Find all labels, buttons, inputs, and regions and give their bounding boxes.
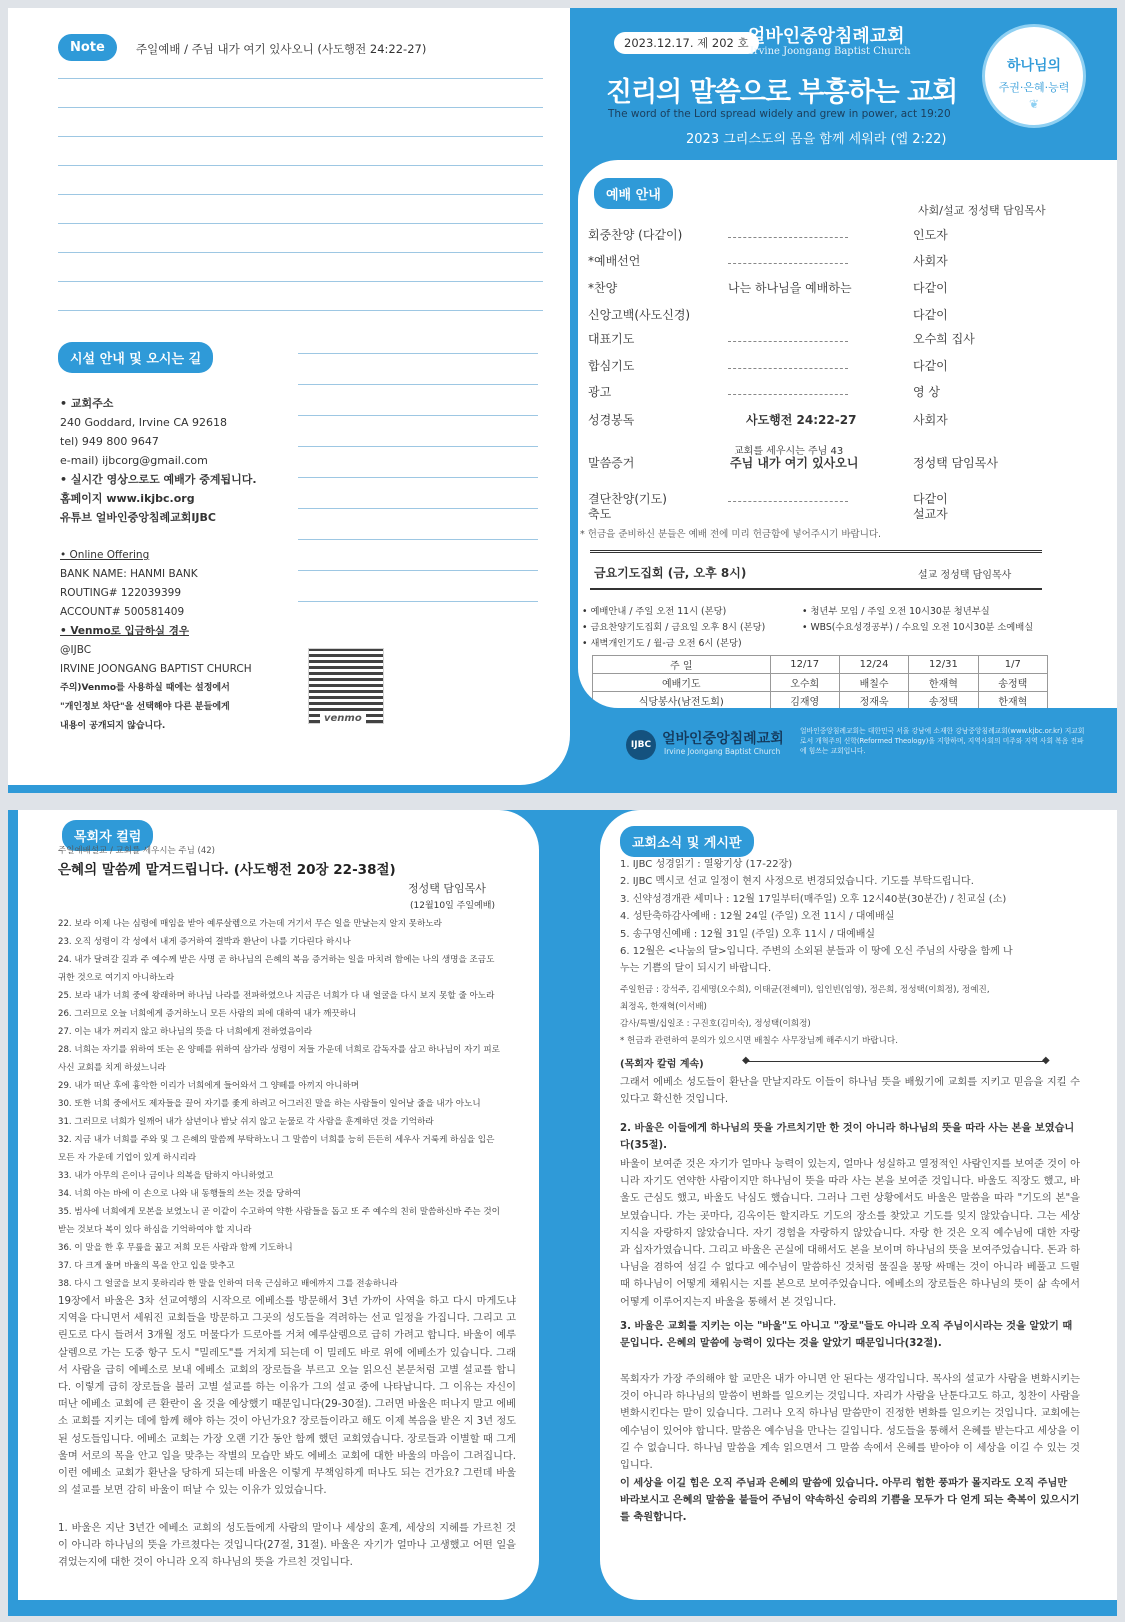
continued-divider bbox=[748, 1061, 1048, 1062]
service-info-item: • 금요찬양기도집회 / 금요일 오후 8시 (본당) bbox=[582, 622, 766, 633]
motto: 진리의 말씀으로 부흥하는 교회 bbox=[606, 77, 958, 108]
verse-line: 30. 또한 너희 중에서도 제자들을 끌어 자기를 좇게 하려고 어그러진 말을 하는 사람들이 일어날 줄을 내가 아노니 bbox=[58, 1099, 481, 1109]
schedule-cell: 주 일 bbox=[593, 656, 771, 674]
diamond-icon: ◆ bbox=[742, 1055, 750, 1066]
facility-right-lines bbox=[298, 353, 538, 602]
verse-line: 23. 오직 성령이 각 성에서 내게 증거하여 결박과 환난이 나를 기다린다 하시나 bbox=[58, 937, 351, 947]
donor-list bbox=[620, 982, 1090, 1050]
service-info-left bbox=[582, 604, 765, 652]
schedule-cell: 배칠수 bbox=[839, 674, 908, 692]
verse-line: 25. 보라 내가 너희 중에 왕래하며 하나님 나라를 전파하였으나 지금은 너희가 다 내 얼굴을 다시 보지 못할 줄 아노라 bbox=[58, 991, 495, 1001]
verse-line: 28. 너희는 자기를 위하여 또는 온 양떼를 위하여 삼가라 성령이 저들 가운데 너희로 감독자를 삼고 하나님이 자기 피로 bbox=[58, 1045, 500, 1055]
facility-title: 시설 안내 및 오시는 길 bbox=[58, 342, 213, 373]
continued-text: 그래서 에베소 성도들이 환난을 만날지라도 이들이 하나님 뜻을 배웠기에 교회를 지키고 믿음을 지킬 수 있다고 확신한 것입니다. bbox=[620, 1077, 1080, 1106]
column-series: 주일예배설교 / 교회를 세우시는 주님 (42) bbox=[58, 846, 215, 856]
offering-heading: • Online Offering bbox=[60, 549, 150, 561]
friday-divider-bottom bbox=[590, 588, 1042, 590]
footer-church-ko: 얼바인중앙침례교회 bbox=[662, 731, 784, 747]
donor-line: * 헌금과 관련하여 문의가 있으시면 배칠수 사무장님께 해주시기 바랍니다. bbox=[620, 1036, 898, 1046]
venmo-note-3: 내용이 공개되지 않습니다. bbox=[60, 721, 166, 731]
annual-theme: 2023 그리스도의 몸을 함께 세워라 (엡 2:22) bbox=[686, 132, 947, 147]
schedule-cell: 12/31 bbox=[909, 656, 978, 674]
duty-schedule-table bbox=[592, 655, 1048, 708]
pastor-column-panel bbox=[18, 810, 539, 1600]
venmo-note-2: "개인정보 차단"을 선택해야 다른 분들에게 bbox=[60, 702, 230, 712]
news-item: 4. 성탄축하감사예배 : 12월 24일 (주일) 오전 11시 / 대예배실 bbox=[620, 911, 895, 923]
point-3-heading: 3. 바울은 교회를 지키는 이는 "바울"도 아니고 "장로"들도 아니라 오직 주님이시라는 것을 알았기 때문입니다. 은혜의 말씀에 능력이 있다는 것을 알았기 때문입니다(32절). bbox=[620, 1321, 1073, 1350]
bank-name: BANK NAME: HANMI BANK bbox=[60, 568, 198, 580]
footer-blurb: 얼바인중앙침례교회는 대한민국 서울 강남에 소재한 강남중앙침례교회(www.kjbc.or.kr) 지교회로서 개혁주의 신학(Reformed Theology)을 지향하며, 지역사회의 미주와 지역 사회 복음 전파에 힘쓰는 교회입니다. bbox=[800, 727, 1085, 755]
news-item: 3. 신약성경개관 세미나 : 12월 17일부터(매주일) 오후 12시40분(30분간) / 친교실 (소) bbox=[620, 893, 1007, 905]
scripture-verses bbox=[58, 915, 518, 1293]
point-2-text: 바울이 보여준 것은 자기가 얼마나 능력이 있는지, 얼마나 성실하고 열정적인 사람인지를 보여준 것이 아니라 자기도 연약한 사람이지만 하나님이 뜻을 따라 사는 본을 보여준 것입니다. 바울도 직장도 했고, 바울도 근심도 했고, 바울도 낙심도 했습니다. 그러나 그런 상황에서도 바울은 말씀을 따라 "기도의 본"을 보였습니다. 가는 곳마다, 김옥이든 할지라도 기도의 장소를 찾았고 기도를 잊지 않았습니다. 그는 세상 지식을 자랑하지 않았습니다. 자기 경험을 자랑하지 않았습니다. 자랑 한 것은 오직 예수님에 대한 자랑과 십자가였습니다. 그리고 바울은 곤실에 대해서도 본을 보이며 하나님의 뜻을 보여주었습니다. 돈과 하나님을 겸하여 섬길 수 없다고 예수님이 말씀하신 것처럼 물질을 몽땅 싸매는 것이 아니라 베풀고 드릴 때 하나님이 어떻게 채워시는 지를 본으로 보여주었습니다. 에베소의 장로들은 하나님의 뜻이 삶 속에서 어떻게 이루어지는지 바울을 통해서 본 것입니다. bbox=[620, 1159, 1080, 1308]
column-heading: 은혜의 말씀께 맡겨드립니다. (사도행전 20장 22-38절) bbox=[58, 862, 396, 878]
email-link[interactable]: e-mail) ijbcorg@gmail.com bbox=[60, 454, 208, 467]
verse-line: 31. 그러므로 너희가 일깨어 내가 삼년이나 밤낮 쉬지 않고 눈물로 각 사람을 훈계하던 것을 기억하라 bbox=[58, 1117, 434, 1127]
schedule-row bbox=[593, 674, 1048, 692]
verse-line: 33. 내가 아무의 은이나 금이나 의복을 탐하지 아니하였고 bbox=[58, 1171, 274, 1181]
bulletin-back-sheet bbox=[8, 810, 1117, 1616]
point-2-heading: 2. 바울은 이들에게 하나님의 뜻을 가르치기만 한 것이 아니라 하나님의 뜻을 따라 사는 본을 보였습니다(35절). bbox=[620, 1123, 1075, 1152]
verse-line: 34. 너희 아는 바에 이 손으로 나와 내 동행들의 쓰는 것을 당하여 bbox=[58, 1189, 301, 1199]
news-list bbox=[620, 856, 1090, 978]
motto-en: The word of the Lord spread widely and grew in power, act 19:20 bbox=[608, 108, 951, 120]
schedule-cell: 1/7 bbox=[978, 656, 1047, 674]
news-item: 1. IJBC 성경읽기 : 열왕기상 (17-22장) bbox=[620, 859, 793, 870]
friday-divider bbox=[590, 550, 1042, 553]
service-info-item: • WBS(수요성경공부) / 수요일 오전 10시30분 소예배실 bbox=[802, 622, 1034, 633]
verse-line: 27. 이는 내가 꺼리지 않고 하나님의 뜻을 다 너희에게 전하였음이라 bbox=[58, 1027, 313, 1037]
issue-date: 2023.12.17. 제 202 호 bbox=[614, 32, 759, 54]
note-panel bbox=[8, 8, 570, 785]
schedule-header-row bbox=[593, 656, 1048, 674]
friday-preacher: 설교 정성택 담임목사 bbox=[918, 570, 1012, 581]
venmo-handle: @IJBC bbox=[60, 644, 92, 656]
order-of-worship: 회중찬양 (다같이) 인도자 *예배선언 사회자 *찬양 나는 하나님을 예배하는 다같이 신앙고백(사도신경) 다같이 대표기도 오수희 집사 합심기도 다같이 광고 영 상 성경봉독 사도행전 24:22-27 사회자 교회를 세우시는 주님 43 말씀증거 주님 내가 여기 있사오니 정성택 담임목사 결단찬양(기도) 다같이 bbox=[588, 228, 998, 506]
verse-line: 37. 다 크게 울며 바울의 목을 안고 입을 맞추고 bbox=[58, 1261, 235, 1271]
address-line: 240 Goddard, Irvine CA 92618 bbox=[60, 416, 228, 429]
sermon-series: 교회를 세우시는 주님 43 bbox=[734, 446, 844, 457]
donor-line: 주일헌금 : 강석주, 김세명(오수희), 이태균(전혜미), 임인빈(임영), 정은희, 정성택(이희정), 정예진, bbox=[620, 985, 990, 995]
verse-line: 35. 범사에 너희에게 모본을 보였노니 곧 이같이 수고하여 약한 사람들을 돕고 또 주 예수의 친히 말씀하신바 주는 것이 bbox=[58, 1207, 500, 1217]
church-name-ko: 얼바인중앙침례교회 bbox=[748, 26, 905, 47]
stream-notice: • 실시간 영상으로도 예배가 중계됩니다. bbox=[60, 473, 257, 486]
verse-line: 모든 자 가운데 기업이 있게 하시리라 bbox=[58, 1153, 197, 1163]
closing-text: 이 세상을 이길 힘은 오직 주님과 은혜의 말씀에 있습니다. 아무리 험한 풍파가 몰지라도 오직 주님만 바라보시고 은혜의 말씀을 붙들어 주님이 약속하신 승리의 기쁨을 모두가 다 얻게 되는 축복이 있으시기를 축원합니다. bbox=[620, 1478, 1080, 1524]
offering-block bbox=[60, 546, 295, 736]
column-title: 목회자 컬럼 bbox=[62, 820, 153, 851]
theme-badge bbox=[982, 24, 1086, 128]
service-info-right bbox=[802, 604, 1033, 636]
verse-line: 사신 교회를 치게 하셨느니라 bbox=[58, 1063, 166, 1073]
verse-line: 귀한 것으로 여기지 아니하노라 bbox=[58, 973, 175, 983]
verse-line: 받는 것보다 복이 있다 하심을 기억하여야 할 지니라 bbox=[58, 1225, 252, 1235]
verse-line: 32. 지금 내가 너희를 주와 및 그 은혜의 말씀께 부탁하노니 그 말씀이 너희를 능히 든든히 세우사 거룩케 하심을 입은 bbox=[58, 1135, 495, 1145]
address-heading: • 교회주소 bbox=[60, 397, 114, 410]
verse-line: 38. 다시 그 얼굴을 보지 못하리라 한 말을 인하여 더욱 근심하고 배에까지 그를 전송하니라 bbox=[58, 1279, 398, 1289]
column-author: 정성택 담임목사 bbox=[408, 882, 486, 895]
verse-line: 36. 이 말을 한 후 무릎을 꿇고 저희 모든 사람과 함께 기도하니 bbox=[58, 1243, 293, 1253]
note-lines bbox=[58, 78, 543, 311]
donor-line: 감사/특별/십일조 : 구진호(김미숙), 정성택(이희정) bbox=[620, 1019, 811, 1029]
phone-line: tel) 949 800 9647 bbox=[60, 435, 159, 448]
worship-panel: 예배 안내 사회/설교 정성택 담임목사 회중찬양 (다같이) 인도자 *예배선언 사회자 *찬양 나는 하나님을 예배하는 다같이 신앙고백(사도신경) 다같이 대표기도 오수희 집사 합심기도 다같이 광고 영 상 성경봉독 사도행전 24:22-27 사회자 교회를 세우시는 주님 43 말씀증거 주님 내가 여기 있사오니 정성택 담임목사 결단찬양(기도) 다같이 축도 설교자 * 헌금을 준비하신 분들은 예배 전에 미리 헌금함에 넣어주시기 바랍니다. 금요기도집회 (금, 오후 8시) 설교 정성택 담임목사 • 예배안내 / 주일 오전 11시 (본당) • 금요찬양기도집회 / 금요일 오후 8시 (본당) • 새벽개인기도 / 월-금 오전 6시 (본당) • 청년부 모임 / 주일 오전 10시30분 청년부실 • WBS(수요성경공부) / 수요일 오전 10시30분 소예배실 주 일 12/17 12/24 12/31 1/7 예배기도 오수희 배칠수 한재혁 송정택 식당봉사(남전도회) 김재영 정재욱 송정택 한재혁 bbox=[578, 160, 1117, 708]
service-info-item: • 예배안내 / 주일 오전 11시 (본당) bbox=[582, 606, 727, 617]
continued-title: (목회자 칼럼 계속) bbox=[620, 1059, 704, 1070]
venmo-note-1: 주의)Venmo를 사용하실 때에는 설정에서 bbox=[60, 683, 230, 693]
bulletin-front-sheet bbox=[8, 8, 1117, 793]
schedule-cell: 12/24 bbox=[839, 656, 908, 674]
account-number: ACCOUNT# 500581409 bbox=[60, 606, 185, 618]
schedule-cell: 예배기도 bbox=[593, 674, 771, 692]
address-block bbox=[60, 394, 295, 527]
news-item: 5. 송구영신예배 : 12월 31일 (주일) 오후 11시 / 대예배실 bbox=[620, 928, 876, 940]
news-panel bbox=[600, 810, 1117, 1600]
note-sermon-line: 주일예배 / 주님 내가 여기 있사오니 (사도행전 24:22-27) bbox=[136, 42, 427, 56]
column-paragraph: 19장에서 바울은 3차 선교여행의 시작으로 에베소를 방문해서 3년 가까이 사역을 하고 다시 마게도냐 지역을 다니면서 세워진 교회들을 방문하고 그곳의 성도들을 격려하는 선교 일정을 가집니다. 그리고 고린도로 다시 들려서 3개월 정도 머물다가 드로아를 거쳐 예루살렘으로 급히 가려고 합니다. 바울이 예루살렘으로 가는 도중 항구 도시 "밀레도"를 거치게 되는데 이 밀레도 바로 위에 에베소가 있습니다. 그래서 사람을 급히 에베소로 보내 에베소 교회의 장로들을 부르고 오늘 읽으신 본문처럼 고별 설교를 합니다. 이렇게 급히 장로들을 불러 고별 설교를 하는 이유가 그의 설교 중에 나타납니다. 그 이유는 자신이 떠난 에베소 교회에 큰 환란이 올 것을 예상했기 때문입니다(29-30절). 그러면 바울은 떠나지 말고 에베소 교회를 지키는 데에 함께 해야 하는 것이 아닌가요? 장로들이라고 해도 이제 복음을 받은 지 3년 정도 된 성도들입니다. 에베소 교회는 가장 오랜 기간 동안 함께 했던 교회였습니다. 장로들과 이별할 때 그게 울며 서로의 목을 안고 입을 맞추는 작별의 모습만 봐도 에베소 교회에 대한 바울의 마음이 그려집니다. 이런 에베소 교회가 환난을 당하게 되는데 바울은 이렇게 무책임하게 떠나도 되는 건가요? 그런데 바울의 설교를 보면 감히 바울이 떠날 수 있는 이유가 있었습니다. bbox=[58, 1296, 516, 1497]
note-label: Note bbox=[58, 34, 117, 61]
column-point-1: 1. 바울은 지난 3년간 에베소 교회의 성도들에게 사람의 말이나 세상의 훈계, 세상의 지혜를 가르친 것이 아니라 하나님의 뜻을 가르쳤다는 것입니다(27절, 31절). 바울은 자기가 얼마나 고생했고 어떤 일을 겪었는지에 대한 것이 아니라 오직 하나님의 뜻을 가르친 것입니다. bbox=[58, 1523, 516, 1569]
offering-note: * 헌금을 준비하신 분들은 예배 전에 미리 헌금함에 넣어주시기 바랍니다. bbox=[580, 529, 882, 540]
presider: 사회/설교 정성택 담임목사 bbox=[918, 204, 1046, 217]
news-item: 2. IJBC 멕시코 선교 일정이 현지 사정으로 변경되었습니다. 기도를 부탁드립니다. bbox=[620, 876, 974, 888]
schedule-cell: 12/17 bbox=[770, 656, 839, 674]
badge-line-2: 주권·은혜·능력 bbox=[998, 81, 1070, 94]
venmo-logo: venmo bbox=[320, 713, 366, 724]
news-item: 6. 12월은 <나눔의 달>입니다. 주변의 소외된 분들과 이 땅에 오신 주님의 사랑을 함께 나 bbox=[620, 946, 1013, 958]
worship-title: 예배 안내 bbox=[594, 178, 673, 209]
homepage-link[interactable]: 홈페이지 www.ikjbc.org bbox=[60, 492, 195, 505]
verse-line: 22. 보라 이제 나는 심령에 매임을 받아 예루살렘으로 가는데 거기서 무슨 일을 만날는지 알지 못하노라 bbox=[58, 919, 442, 929]
column-date: (12월10일 주일예배) bbox=[410, 901, 495, 911]
news-item: 누는 기쁨의 달이 되시기 바랍니다. bbox=[620, 963, 772, 975]
donor-line: 최정옥, 한재혁(이서배) bbox=[620, 1002, 707, 1012]
youtube-line: 유튜브 얼바인중앙침례교회IJBC bbox=[60, 511, 216, 524]
venmo-recipient: IRVINE JOONGANG BAPTIST CHURCH bbox=[60, 663, 252, 675]
verse-line: 26. 그러므로 오늘 너희에게 증거하노니 모든 사람의 피에 대하여 내가 깨끗하니 bbox=[58, 1009, 357, 1019]
venmo-heading: • Venmo로 입금하실 경우 bbox=[60, 625, 189, 637]
schedule-cell: 송정택 bbox=[909, 692, 978, 709]
schedule-cell: 오수희 bbox=[770, 674, 839, 692]
schedule-row bbox=[593, 692, 1048, 709]
schedule-cell: 김재영 bbox=[770, 692, 839, 709]
church-name-en: Irvine Joongang Baptist Church bbox=[750, 46, 911, 57]
verse-line: 29. 내가 떠난 후에 흉악한 이리가 너희에게 들어와서 그 양떼를 아끼지 아니하며 bbox=[58, 1081, 360, 1091]
verse-line: 24. 내가 달려갈 길과 주 예수께 받은 사명 곧 하나님의 은혜의 복음 증거하는 일을 마치려 함에는 나의 생명을 조금도 bbox=[58, 955, 495, 965]
schedule-cell: 한재혁 bbox=[909, 674, 978, 692]
schedule-cell: 정재욱 bbox=[839, 692, 908, 709]
point-3-text: 목회자가 가장 주의해야 할 교만은 내가 아니면 안 된다는 생각입니다. 목사의 설교가 사람을 변화시키는 것이 아니라 하나님의 말씀이 변화를 일으키는 것입니다. 자리가 사람을 난툰다고도 하고, 칭찬이 사람을 변화시킨다는 말이 있습니다. 그러나 오직 하나님 말씀만이 진정한 변화를 일으키는 것입니다. 교회에는 예수님이 있어야 합니다. 말씀은 예수님을 만나는 길입니다. 성도들을 통해서 은혜를 받는다고 세상을 이길 수 없습니다. 하나님 말씀을 계속 읽으면서 그 말씀 속에서 은혜를 받아야 이 세상을 이길 수 있는 것입니다. bbox=[620, 1374, 1080, 1472]
badge-line-1: 하나님의 bbox=[1006, 58, 1062, 74]
service-info-item: • 새벽개인기도 / 월-금 오전 6시 (본당) bbox=[582, 638, 742, 649]
diamond-icon: ◆ bbox=[1042, 1055, 1050, 1066]
masthead bbox=[570, 8, 1117, 158]
leaf-icon: ❦ bbox=[1028, 97, 1040, 111]
church-logo-icon: IJBC bbox=[626, 730, 656, 760]
schedule-cell: 한재혁 bbox=[978, 692, 1047, 709]
news-title: 교회소식 및 게시판 bbox=[620, 826, 754, 857]
footer bbox=[578, 710, 1117, 785]
service-info-item: • 청년부 모임 / 주일 오전 10시30분 청년부실 bbox=[802, 606, 990, 617]
routing-number: ROUTING# 122039399 bbox=[60, 587, 182, 599]
schedule-cell: 식당봉사(남전도회) bbox=[593, 692, 771, 709]
friday-title: 금요기도집회 (금, 오후 8시) bbox=[594, 566, 747, 580]
footer-church-en: Irvine Joongang Baptist Church bbox=[664, 747, 781, 756]
schedule-cell: 송정택 bbox=[978, 674, 1047, 692]
